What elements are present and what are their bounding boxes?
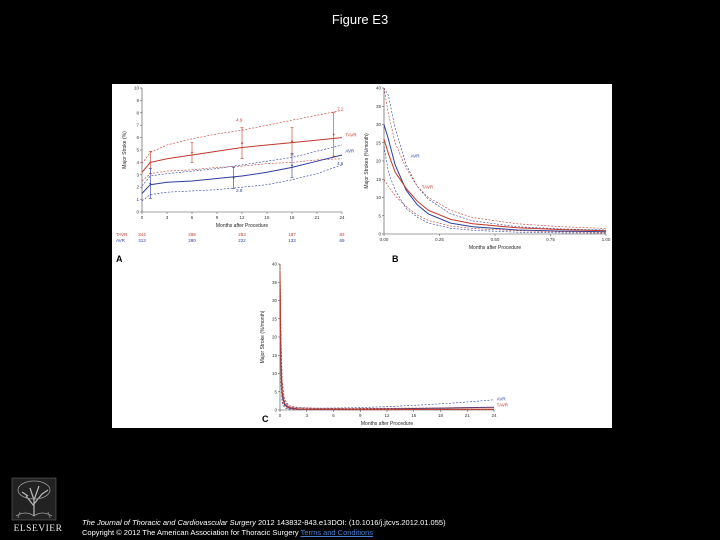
risk-table-label: AVR xyxy=(116,238,125,243)
series-annotation: AVR xyxy=(496,396,506,402)
risk-table-value: 69 xyxy=(339,238,345,243)
y-tick-label: 0 xyxy=(378,231,381,237)
logo-wordmark: ELSEVIER xyxy=(13,524,63,534)
risk-table-value: 222 xyxy=(238,238,246,243)
x-tick-label: 18 xyxy=(437,413,444,418)
series-lower-ci-avr xyxy=(142,165,342,201)
y-tick-label: 15 xyxy=(375,176,381,182)
error-bar-point xyxy=(149,162,151,164)
risk-table-value: 83 xyxy=(339,232,345,237)
series-line-tavr xyxy=(280,271,494,409)
y-tick-label: 10 xyxy=(133,85,139,91)
y-tick-label: 35 xyxy=(271,279,277,285)
y-tick-label: 9 xyxy=(136,97,139,103)
error-bar-point xyxy=(333,134,335,136)
series-lower-ci-tavr xyxy=(280,301,494,410)
y-tick-label: 20 xyxy=(375,158,381,164)
x-axis-label: Months after Procedure xyxy=(215,223,269,229)
series-annotation: TAVR xyxy=(345,132,357,138)
figure-svg xyxy=(112,84,612,428)
x-tick-label: 6 xyxy=(190,215,194,220)
x-tick-label: 3 xyxy=(165,215,169,220)
series-annotation: AVR xyxy=(345,148,355,154)
chart-panel-c xyxy=(260,262,509,428)
x-tick-label: 1.00 xyxy=(601,237,611,242)
error-bar-point xyxy=(233,177,235,179)
copyright-text: Copyright © 2012 The American Association for Thoracic Surgery xyxy=(82,528,299,537)
y-tick-label: 10 xyxy=(375,195,381,200)
risk-table-value: 187 xyxy=(288,232,296,237)
y-tick-label: 3 xyxy=(136,172,139,178)
series-line-avr xyxy=(384,125,606,232)
y-tick-label: 15 xyxy=(271,352,277,358)
series-annotation: TAVR xyxy=(496,402,509,408)
elsevier-logo xyxy=(6,476,70,536)
risk-table-label: TAVR xyxy=(116,232,128,237)
x-tick-label: 9 xyxy=(215,215,219,220)
slide-title: Figure E3 xyxy=(331,12,389,27)
series-annotation: TAVR xyxy=(421,184,434,190)
y-tick-label: 2 xyxy=(136,184,139,190)
y-tick-label: 5 xyxy=(274,389,277,395)
figure-panel xyxy=(112,84,612,428)
y-axis-label: Major Strokes (%/month) xyxy=(364,133,370,189)
series-annotation: 4.9 xyxy=(236,117,243,123)
terms-and-conditions-link[interactable]: Terms and Conditions xyxy=(300,528,374,537)
x-tick-label: 0.50 xyxy=(490,237,500,242)
y-axis-label: Major Stroke (%) xyxy=(122,131,128,169)
x-tick-label: 0.00 xyxy=(379,237,389,242)
citation-details: 2012 143832-843.e13DOI: (10.1016/j.jtcvs.2012.01.055) xyxy=(257,518,446,527)
risk-table-value: 288 xyxy=(188,232,196,237)
risk-table-value: 133 xyxy=(288,238,296,243)
x-tick-label: 0.75 xyxy=(546,237,555,242)
x-axis-label: Months after Procedure xyxy=(360,421,414,427)
series-annotation: 4.6 xyxy=(337,160,344,166)
y-tick-label: 25 xyxy=(271,316,277,322)
y-tick-label: 0 xyxy=(274,407,277,413)
risk-table-value: 280 xyxy=(188,238,196,243)
y-tick-label: 30 xyxy=(375,122,381,127)
copyright-line xyxy=(82,528,373,537)
x-tick-label: 24 xyxy=(339,215,345,220)
y-tick-label: 20 xyxy=(271,334,277,340)
y-tick-label: 40 xyxy=(271,261,277,267)
series-lower-ci-tavr xyxy=(384,179,606,232)
series-lower-ci-avr xyxy=(280,308,494,410)
x-tick-label: 9 xyxy=(358,413,362,418)
y-axis-label: Major Stroke (%/month) xyxy=(260,310,266,364)
series-annotation: 7.1 xyxy=(337,106,344,112)
x-tick-label: 21 xyxy=(464,413,470,418)
series-upper-ci-avr xyxy=(384,88,606,230)
series-annotation: 2.8 xyxy=(236,188,243,194)
error-bar-point xyxy=(149,183,151,185)
series-upper-ci-avr xyxy=(280,264,494,408)
error-bar-point xyxy=(241,142,243,144)
error-bar-point xyxy=(291,165,293,167)
y-tick-label: 35 xyxy=(375,103,381,109)
risk-table-value: 344 xyxy=(138,232,146,237)
chart-panel-b xyxy=(364,86,611,265)
series-lower-ci-avr xyxy=(384,146,606,233)
x-tick-label: 12 xyxy=(239,215,245,220)
y-tick-label: 7 xyxy=(136,122,139,128)
error-bar-point xyxy=(191,152,193,154)
chart-panel-a xyxy=(116,86,357,265)
x-tick-label: 24 xyxy=(491,413,497,418)
citation-line xyxy=(82,517,446,528)
x-axis-label: Months after Procedure xyxy=(468,245,522,251)
x-tick-label: 12 xyxy=(384,413,390,418)
x-tick-label: 6 xyxy=(332,413,335,418)
y-tick-label: 40 xyxy=(375,85,381,91)
x-tick-label: 0.25 xyxy=(435,237,444,242)
series-upper-ci-tavr xyxy=(280,264,494,408)
journal-name: The Journal of Thoracic and Cardiovascular Surgery xyxy=(82,518,256,527)
panel-letter-c: C xyxy=(262,414,269,424)
x-tick-label: 21 xyxy=(314,215,320,220)
y-tick-label: 0 xyxy=(136,209,139,215)
x-tick-label: 0 xyxy=(278,413,282,418)
y-tick-label: 8 xyxy=(136,110,139,116)
y-tick-label: 5 xyxy=(136,147,139,153)
y-tick-label: 5 xyxy=(378,213,381,219)
y-tick-label: 25 xyxy=(375,140,381,146)
risk-table-value: 253 xyxy=(238,232,246,237)
error-bar-point xyxy=(291,140,293,142)
y-tick-label: 6 xyxy=(136,135,139,141)
x-tick-label: 18 xyxy=(289,215,295,220)
x-tick-label: 3 xyxy=(305,413,309,418)
y-tick-label: 4 xyxy=(136,159,139,165)
series-line-avr xyxy=(280,282,494,409)
panel-letter-a: A xyxy=(116,254,123,264)
x-tick-label: 0 xyxy=(140,215,144,220)
y-tick-label: 1 xyxy=(136,197,139,203)
x-tick-label: 15 xyxy=(411,413,417,418)
y-tick-label: 30 xyxy=(271,298,277,303)
risk-table-value: 313 xyxy=(138,238,146,243)
series-annotation: AVR xyxy=(410,153,420,159)
tree-icon xyxy=(12,478,56,520)
panel-letter-b: B xyxy=(392,254,399,264)
x-tick-label: 15 xyxy=(264,215,270,220)
y-tick-label: 10 xyxy=(271,371,277,376)
